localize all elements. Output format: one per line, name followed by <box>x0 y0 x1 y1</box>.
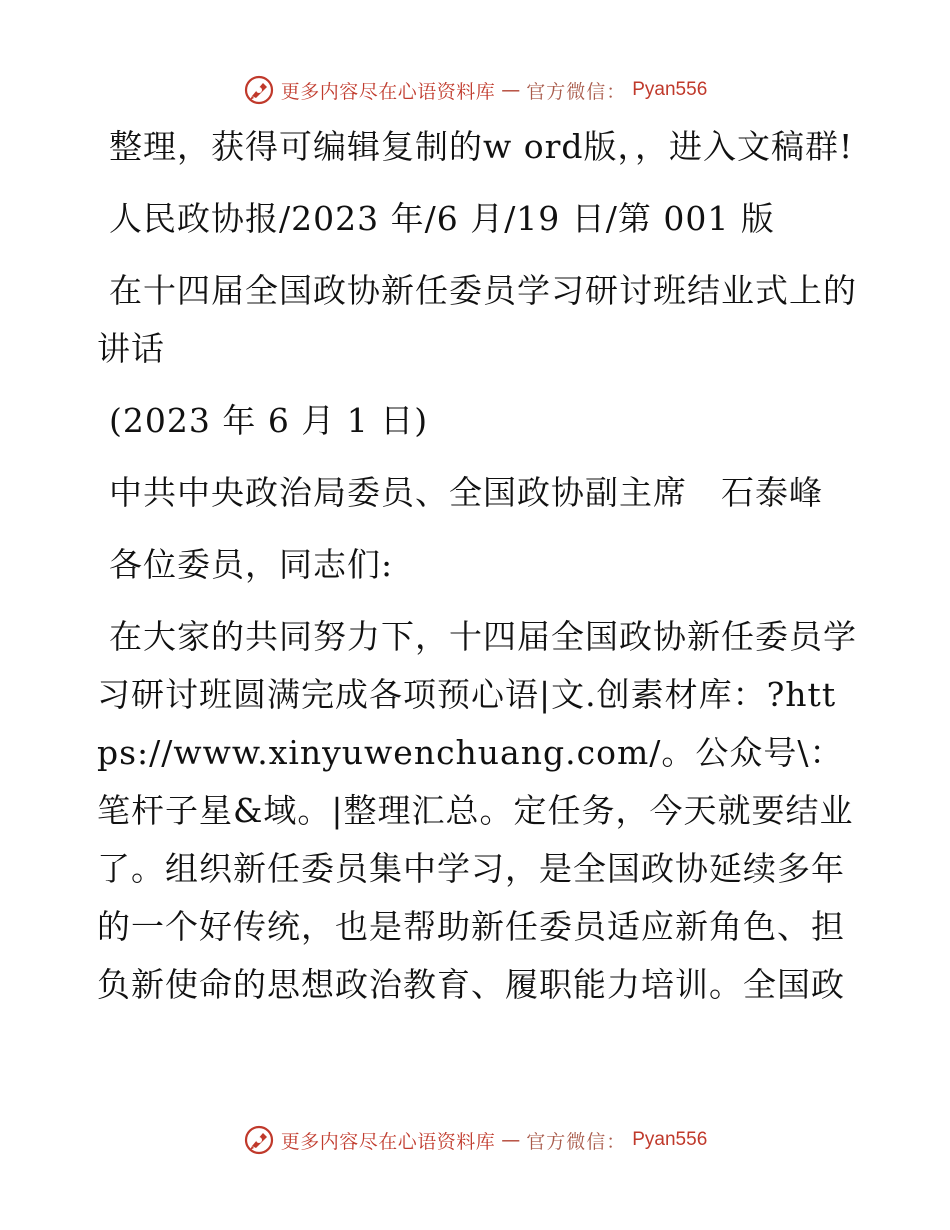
paragraph-date: (2023 年 6 月 1 日) <box>109 401 429 440</box>
banner-dash: — <box>501 79 521 101</box>
footer-banner <box>0 1120 950 1160</box>
paragraph-author: 中共中央政治局委员、全国政协副主席 石泰峰 <box>109 473 823 512</box>
document-body <box>97 118 857 1028</box>
pen-logo-icon <box>243 1124 275 1156</box>
banner-official-label: 官方微信： <box>526 1130 627 1153</box>
banner-content <box>243 1124 708 1156</box>
banner-wechat-id: Pyan556 <box>632 79 708 100</box>
banner-dash: — <box>501 1129 521 1151</box>
pen-logo-icon <box>243 74 275 106</box>
banner-content <box>243 74 708 106</box>
header-banner <box>0 70 950 110</box>
banner-official-label: 官方微信： <box>526 80 627 103</box>
paragraph-salutation: 各位委员，同志们: <box>109 545 394 584</box>
paragraph-title: 在十四届全国政协新任委员学习研讨班结业式上的讲话 <box>97 271 857 368</box>
banner-wechat-id: Pyan556 <box>632 1129 708 1150</box>
banner-main-text: 更多内容尽在心语资料库 <box>280 80 496 103</box>
paragraph-intro: 整理，获得可编辑复制的w ord版，，进入文稿群! <box>109 127 854 166</box>
paragraph-source: 人民政协报/2023 年/6 月/19 日/第 001 版 <box>109 199 775 238</box>
paragraph-body: 在大家的共同努力下，十四届全国政协新任委员学习研讨班圆满完成各项预心语|文.创素材库：?https://www.xinyuwenchuang.com/。公众号\：笔杆子星&域。|整理汇总。定任务，今天就要结业了。组织新任委员集中学习，是全国政协延续多年的一个好传统，也是帮助新任委员适应新角色、担负新使命的思想政治教育、履职能力培训。全国政 <box>97 617 857 1004</box>
banner-main-text: 更多内容尽在心语资料库 <box>280 1130 496 1153</box>
